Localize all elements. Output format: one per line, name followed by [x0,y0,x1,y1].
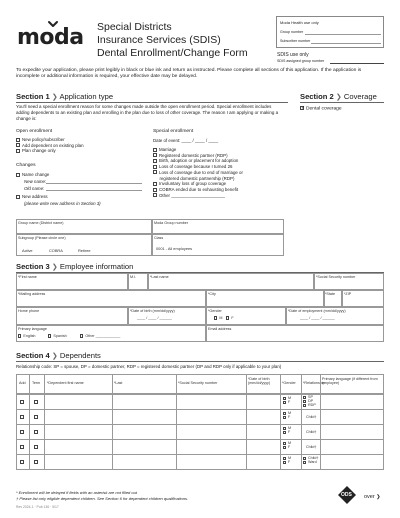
checkbox[interactable] [153,170,157,174]
moda-use-title: Moda Health use only [280,20,319,25]
changes-heading: Changes [16,163,36,168]
section1-title: Application type [59,92,114,101]
dob-placeholder: ____ / ____ / ______ [137,316,172,320]
dob-label: *Date of birth (mm/dd/yyyy) [130,309,175,313]
form-code: Rev 2024-1 · Pub 136 · 5/17 [16,505,59,509]
open-enrollment-heading: Open enrollment [16,129,53,134]
subgroup-cobra[interactable]: COBRA [49,248,63,253]
group-name-label: Group name (District name) [18,221,64,225]
footnote-2: † Please list only eligible dependent children. See Section 6 for dependent children qualifications. [16,496,189,501]
chevron-right-icon: ❯ [51,353,58,360]
special-item[interactable]: Loss of coverage due to end of marriage or [153,170,243,176]
col-header: Primary language (if different from employee) [322,377,378,385]
relationship-options[interactable]: SP DP RDP [303,395,316,407]
checkbox[interactable] [16,195,20,199]
ods-logo-text: ODS [341,491,352,498]
class-value: 0001 - All employees [156,246,193,251]
col-header: Term [32,381,41,385]
subgroup-retiree[interactable]: Retiree [78,248,91,253]
subgroup-label: Subgroup (Please circle one) [18,236,66,240]
checkbox[interactable] [153,165,157,169]
special-item[interactable]: Loss of coverage because I turned 26 [153,164,243,170]
special-item[interactable]: Birth, adoption or placement for adoption [153,158,243,164]
checkbox[interactable] [153,188,157,192]
section3-number: Section 3 [16,262,50,271]
section2-title: Coverage [343,92,377,101]
email-field[interactable] [206,325,384,342]
dependents-table [16,374,384,470]
old-name-label: Old name: [24,186,45,191]
language-spanish[interactable]: Spanish [48,334,67,338]
checkbox[interactable] [153,159,157,163]
checkbox-checked[interactable]: ✓ [301,105,306,111]
title-line-3: Dental Enrollment/Change Form [97,47,248,60]
city-label: *City [208,292,216,296]
chevron-right-icon: ❯ [51,94,58,101]
moda-group-number-label: Moda Group number [154,221,189,225]
zip-label: *ZIP [344,292,352,296]
city-field[interactable] [206,290,324,307]
section4-number: Section 4 [16,351,50,360]
section3-heading [16,262,133,271]
mi-label: M.I. [130,275,137,279]
gender-options[interactable]: M F [283,441,291,449]
gender-options[interactable]: M F [283,456,291,464]
col-header: *Relationship [303,381,325,385]
relationship-child: Child† [306,445,317,449]
add-checkbox[interactable] [20,445,24,449]
open-enrollment-options [16,137,84,154]
add-checkbox[interactable] [20,415,24,419]
gender-label: *Gender [208,309,222,313]
title-line-1: Special Districts [97,21,172,33]
table-row [16,394,384,470]
mailing-address-label: *Mailing address [18,292,46,296]
special-item[interactable]: COBRA ended due to exhausting benefit [153,187,243,193]
checkbox[interactable] [16,138,20,142]
special-item[interactable]: Involuntary loss of group coverage [153,181,243,187]
logo-text: moda [17,25,84,50]
gender-options[interactable]: M F [283,426,291,434]
sdis-use-title: SDIS use only [277,52,309,58]
relationship-code: Relationship code: SP = spouse, DP = domestic partner, RDP = registered domestic partner (DP and RDP only if applicable to your plan) [16,364,282,369]
first-name-label: *First name [18,275,37,279]
gender-options[interactable]: M F [283,411,291,419]
gender-options[interactable]: M F [283,396,291,404]
section3-title: Employee information [59,262,134,271]
add-checkbox[interactable] [20,400,24,404]
col-header: Add [19,381,26,385]
new-name-label: New name: [24,179,47,184]
special-item[interactable]: Registered domestic partner (RDP) [153,153,243,159]
language-other[interactable]: Other ____________ [80,334,120,338]
special-item[interactable]: Other ______________________ [153,193,243,199]
gender-m[interactable]: M [214,316,222,320]
class-label: Class [154,236,164,240]
name-change-option[interactable]: Name change [16,172,49,178]
last-name-label: *Last name [150,275,169,279]
intro-text: To expedite your application, please print legibly in black or blue ink and return as instructed. Please complete all sections of this application. If the application is incomplete or additional information is required, your effective date may be delayed. [16,68,362,80]
checkbox[interactable] [16,173,20,177]
term-checkbox[interactable] [34,460,38,464]
special-item[interactable]: Marriage [153,147,243,153]
special-item-cont: registered domestic partnership (RDP) [159,175,235,181]
open-item[interactable]: Add dependent on existing plan [16,143,84,149]
ods-logo [338,486,356,504]
open-item[interactable]: Plan change only [16,148,84,154]
relationship-child: Child† [306,430,317,434]
moda-logo [16,20,84,50]
ssn-label: *Social Security number [316,275,356,279]
subgroup-active[interactable]: Active [22,248,33,253]
title-line-2: Insurance Services (SDIS) [97,34,221,47]
doe-label: *Date of employment (mm/dd/yyyy) [288,309,346,313]
state-label: *State [325,292,336,296]
section1-number: Section 1 [16,92,50,101]
term-checkbox[interactable] [34,400,38,404]
col-header: *Gender [282,381,296,385]
section4-heading [16,351,101,360]
new-address-option[interactable]: New address [16,194,48,200]
open-item[interactable]: New policy/subscriber [16,137,84,143]
checkbox[interactable] [153,182,157,186]
checkbox[interactable] [153,193,157,197]
language-english[interactable]: English [18,334,36,338]
doe-placeholder: ____ / ____ / ______ [300,316,335,320]
relationship-child: Child† [306,415,317,419]
group-number-label: Group number [280,30,304,34]
date-of-event: Date of event: ____ / ____ / ____ [153,138,219,143]
gender-f[interactable]: F [226,316,234,320]
over-label: over ❯ [364,494,381,500]
section1-desc: You'll need a special enrollment reason for some changes made outside the open enrollment period. Special enrollment includes adding dependents to an existing plan and enrolling in the plan due to loss of other coverage. The reason I am applying or making a change is: [16,104,279,121]
form-title [97,21,277,60]
term-checkbox[interactable] [34,445,38,449]
chevron-right-icon: ❯ [376,494,381,500]
sdis-assigned-group: SDIS assigned group number [277,59,325,63]
dental-coverage-option[interactable]: ✓ Dental coverage [301,105,342,112]
footnote-1: * Enrollment will be delayed if fields with an asterisk are not filled out [16,490,137,495]
home-phone-label: Home phone [18,309,40,313]
checkbox[interactable] [153,153,157,157]
class-field[interactable] [152,234,284,256]
primary-language-label: Primary language [18,327,47,331]
chevron-right-icon: ❯ [335,94,342,101]
term-checkbox[interactable] [34,415,38,419]
email-label: Email address [208,327,232,331]
last-name-field[interactable] [148,273,314,290]
col-header: *Date of birth (mm/dd/yyyy) [248,377,271,385]
relationship-options[interactable]: Child† Ward [303,456,318,464]
col-header: *Dependent first name [47,381,84,385]
checkbox[interactable] [16,143,20,147]
checkbox[interactable] [153,148,157,152]
section1-heading [16,92,113,101]
moda-use-box [276,16,384,48]
add-checkbox[interactable] [20,460,24,464]
col-header: *Last [114,381,123,385]
special-enrollment-heading: Special enrollment [153,129,194,134]
chevron-right-icon: ❯ [51,264,58,271]
subscriber-number-label: Subscriber number [280,39,311,43]
special-enrollment-options [153,147,243,198]
add-checkbox[interactable] [20,430,24,434]
term-checkbox[interactable] [34,430,38,434]
section2-number: Section 2 [300,92,334,101]
col-header: *Social Security number [178,381,218,385]
section2-heading [300,92,377,101]
new-address-note: (please write new address in Section 3) [24,201,101,206]
section4-title: Dependents [59,351,101,360]
checkbox[interactable] [16,149,20,153]
